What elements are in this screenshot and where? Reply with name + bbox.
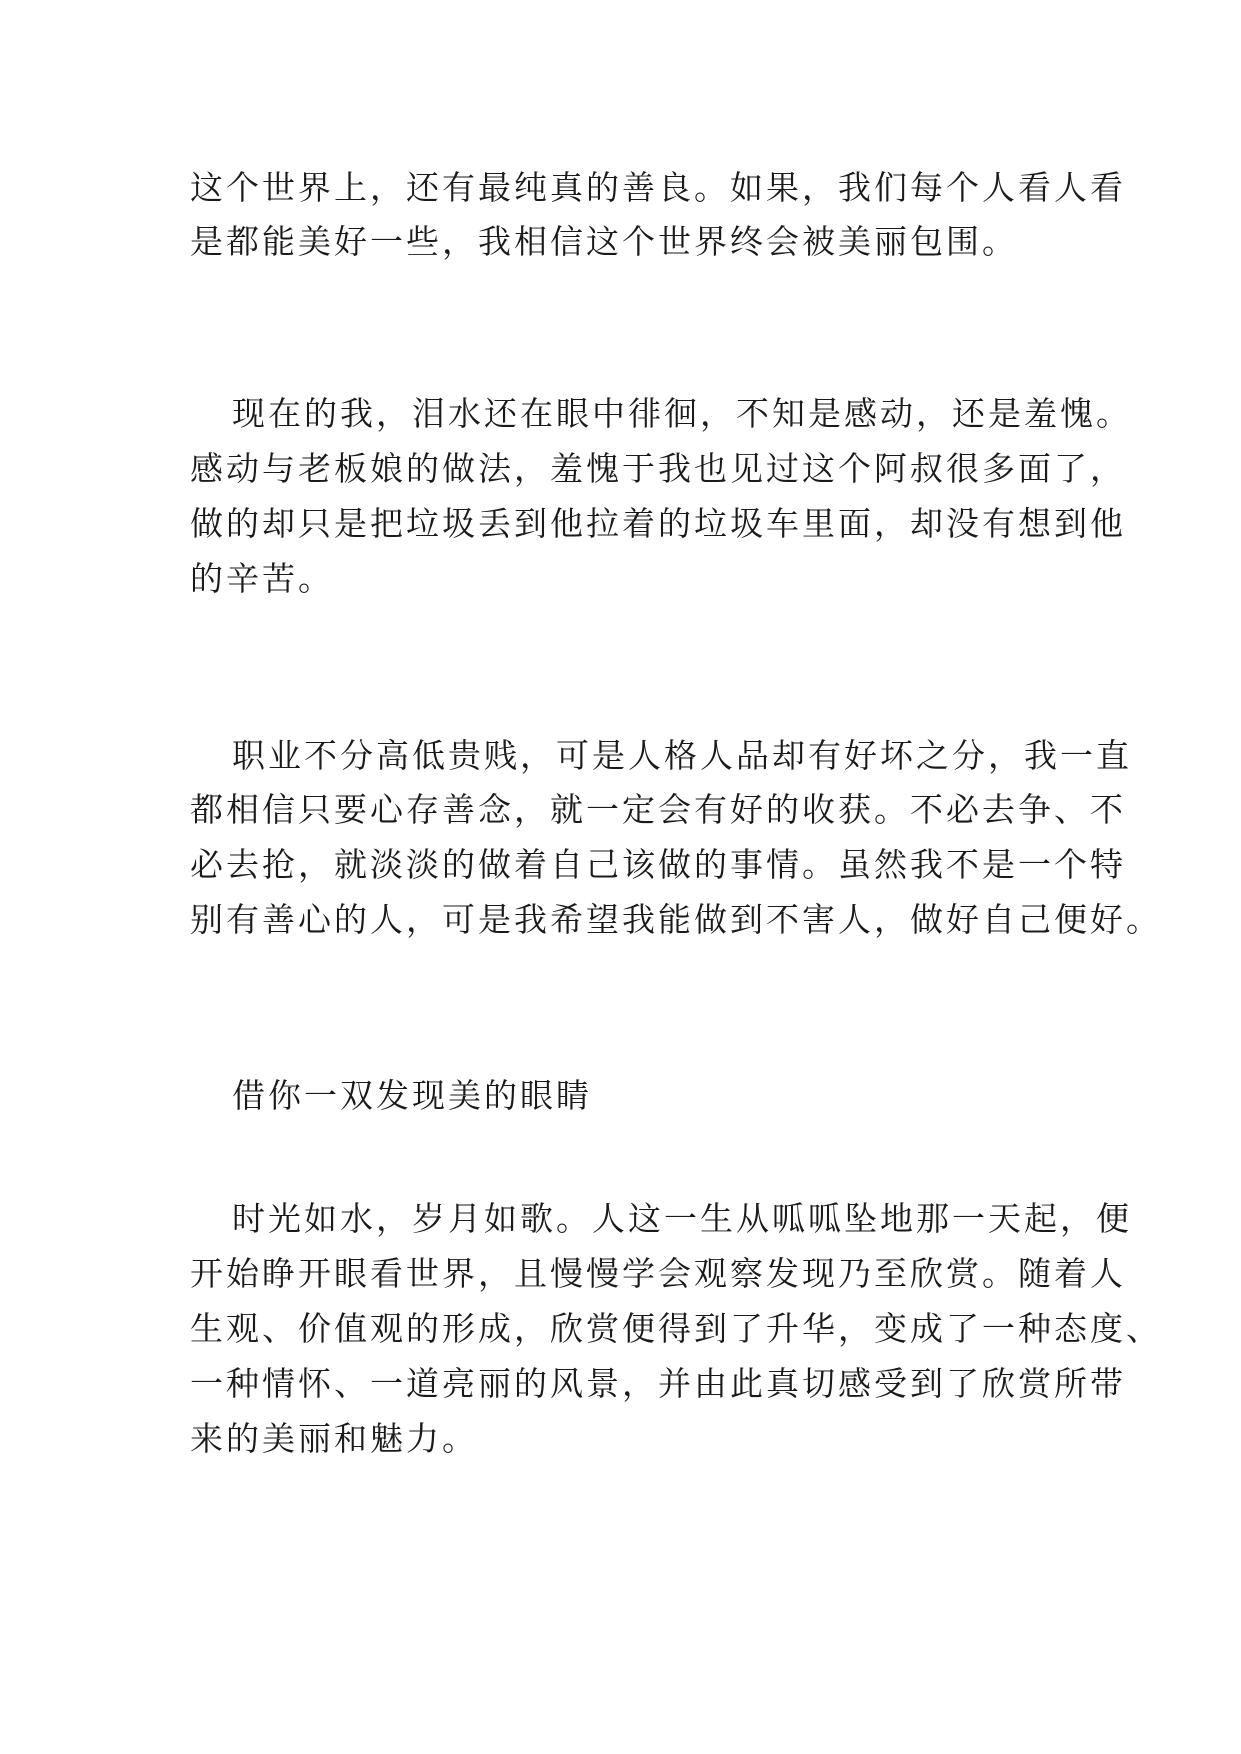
paragraph-1-line-2: 是都能美好一些，我相信这个世界终会被美丽包围。 — [190, 222, 1018, 261]
paragraph-2-line-3: 做的却只是把垃圾丢到他拉着的垃圾车里面，却没有想到他 — [190, 504, 1126, 543]
paragraph-4-line-4: 一种情怀、一道亮丽的风景，并由此真切感受到了欣赏所带 — [190, 1364, 1126, 1403]
paragraph-3-line-3: 必去抢，就淡淡的做着自己该做的事情。虽然我不是一个特 — [190, 845, 1126, 884]
paragraph-4-line-3: 生观、价值观的形成，欣赏便得到了升华，变成了一种态度、 — [190, 1309, 1162, 1348]
paragraph-4-line-5: 来的美丽和魅力。 — [190, 1419, 478, 1458]
paragraph-4-line-1: 时光如水，岁月如歌。人这一生从呱呱坠地那一天起，便 — [232, 1199, 1132, 1238]
paragraph-1-line-1: 这个世界上，还有最纯真的善良。如果，我们每个人看人看 — [190, 168, 1126, 207]
paragraph-2-line-1: 现在的我，泪水还在眼中徘徊，不知是感动，还是羞愧。 — [232, 394, 1132, 433]
paragraph-3-line-4: 别有善心的人，可是我希望我能做到不害人，做好自己便好。 — [190, 900, 1162, 939]
paragraph-3-line-2: 都相信只要心存善念，就一定会有好的收获。不必去争、不 — [190, 790, 1126, 829]
paragraph-2-line-2: 感动与老板娘的做法，羞愧于我也见过这个阿叔很多面了， — [190, 449, 1126, 488]
paragraph-3-line-1: 职业不分高低贵贱，可是人格人品却有好坏之分，我一直 — [232, 736, 1132, 775]
section-heading: 借你一双发现美的眼睛 — [232, 1076, 592, 1115]
paragraph-4-line-2: 开始睁开眼看世界，且慢慢学会观察发现乃至欣赏。随着人 — [190, 1254, 1126, 1293]
paragraph-2-line-4: 的辛苦。 — [190, 559, 334, 598]
